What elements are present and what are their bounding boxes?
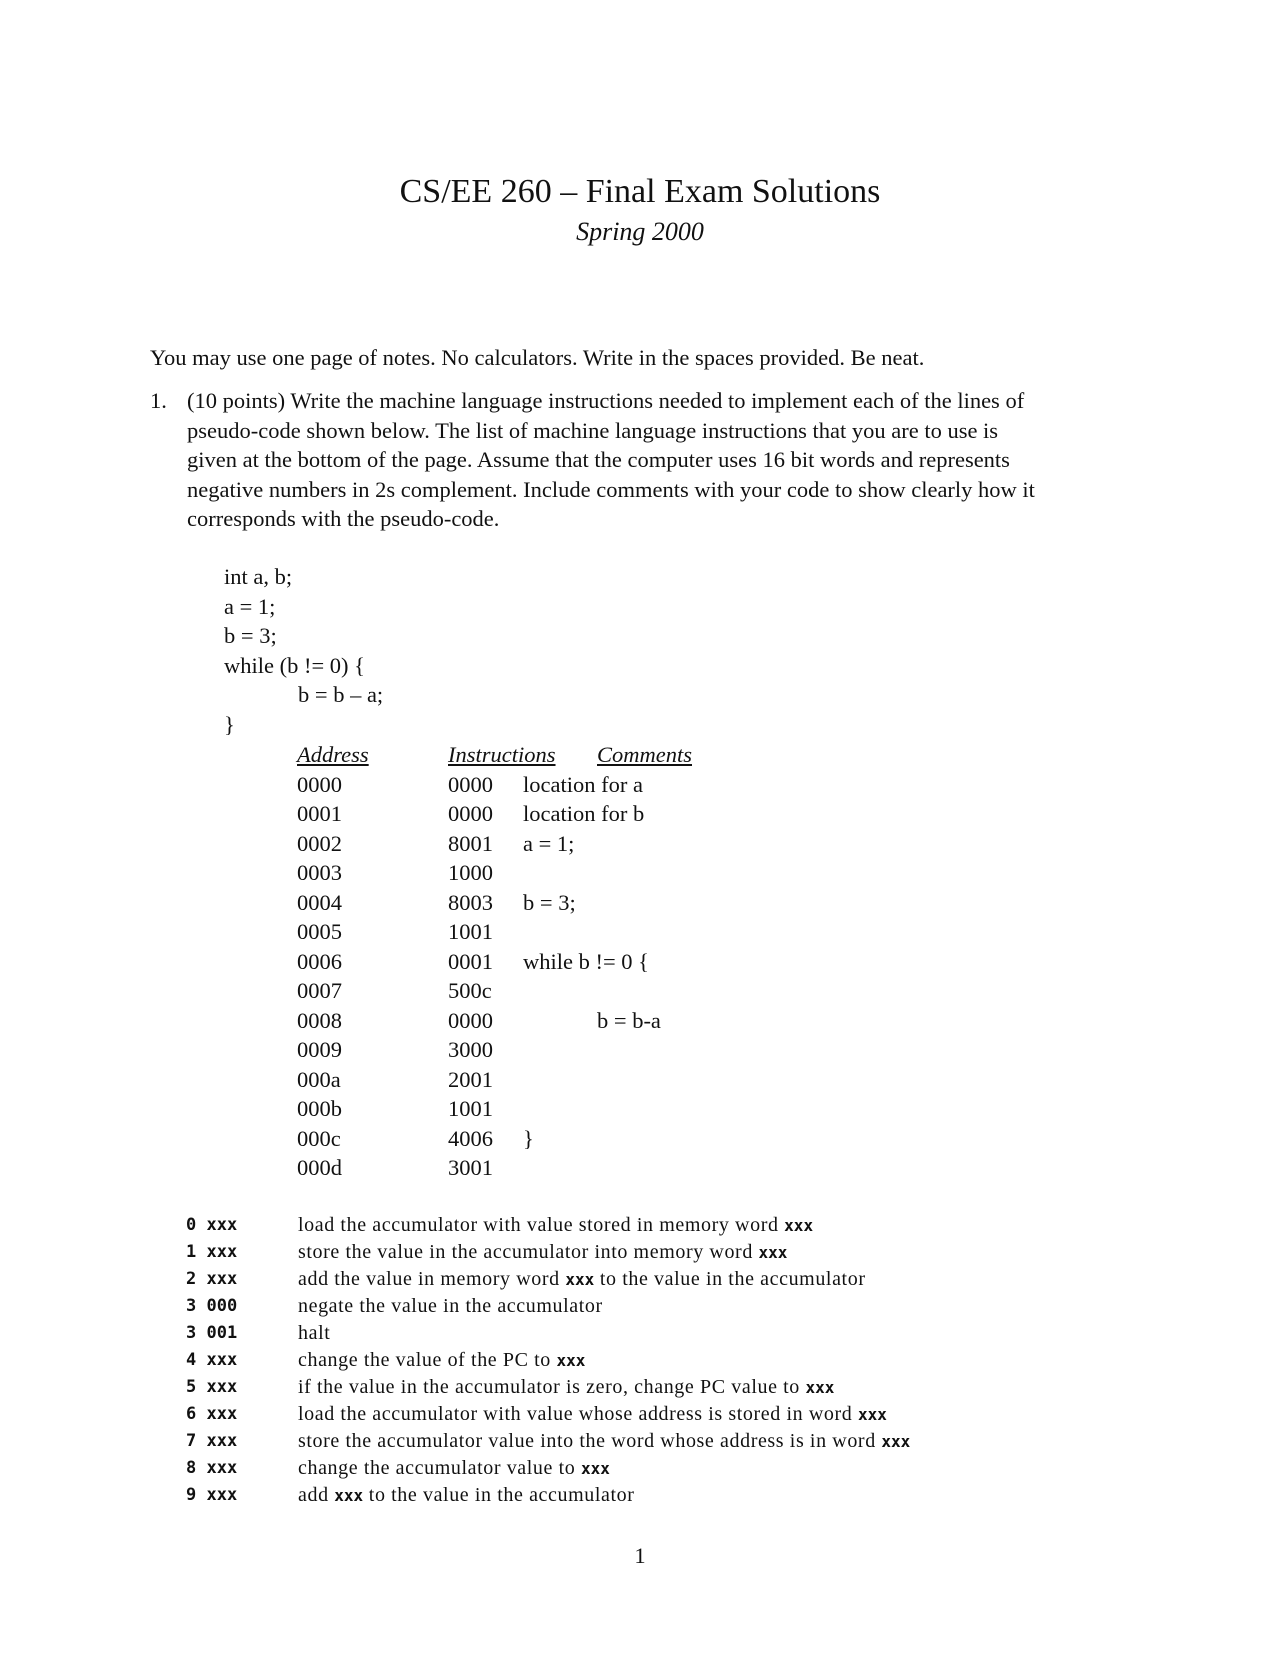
comments-header: Comments	[597, 742, 692, 767]
comment-cell: b = 3;	[523, 889, 576, 915]
instruction-cell: 0000	[448, 801, 493, 826]
opcode-description: store the value in the accumulator into memory word xxx	[298, 1241, 788, 1263]
opcode-description: store the accumulator value into the word whose address is in word xxx	[298, 1430, 911, 1452]
opcode-description: halt	[298, 1322, 331, 1344]
address-cell: 0005	[297, 919, 342, 944]
address-cell: 0008	[297, 1007, 342, 1033]
instruction-cell: 1001	[448, 1096, 493, 1121]
instruction-cell: 3000	[448, 1037, 493, 1062]
address-cell: 0007	[297, 978, 342, 1003]
page-number: 1	[634, 1543, 646, 1568]
instruction-cell: 4006	[448, 1125, 493, 1151]
opcode-description-column	[298, 1212, 910, 1509]
question-text	[187, 386, 1035, 534]
comments-header-row	[523, 740, 692, 770]
question-line: negative numbers in 2s complement. Include comments with your code to show clearly how it	[187, 476, 1035, 502]
address-cell: 0002	[297, 830, 342, 856]
opcode: 0 xxx	[186, 1215, 238, 1235]
page-title: CS/EE 260 – Final Exam Solutions	[399, 173, 881, 210]
question-number: 1.	[150, 388, 167, 413]
opcode: 9 xxx	[186, 1485, 238, 1505]
opcode: 3 001	[186, 1323, 238, 1343]
opcode: 3 000	[186, 1296, 238, 1316]
comment-cell	[523, 1153, 692, 1183]
comment-cell: b = b-a	[597, 1007, 661, 1033]
opcode: 1 xxx	[186, 1242, 238, 1262]
pseudocode-line: a = 1;	[224, 593, 276, 619]
address-cell: 000d	[297, 1155, 342, 1180]
opcode-description: change the accumulator value to xxx	[298, 1457, 610, 1479]
address-cell: 0006	[297, 948, 342, 974]
address-cell: 0003	[297, 860, 342, 885]
address-cell: 0001	[297, 801, 342, 826]
pseudocode-line: b = 3;	[224, 623, 277, 648]
opcode-description: load the accumulator with value stored in memory word xxx	[298, 1214, 814, 1236]
instruction-cell: 0001	[448, 948, 493, 974]
opcode-description: negate the value in the accumulator	[298, 1295, 603, 1317]
instruction-cell: 8001	[448, 830, 493, 856]
address-cell: 000a	[297, 1066, 341, 1092]
pseudocode-block	[224, 562, 383, 739]
instruction-cell: 8003	[448, 889, 493, 915]
comment-cell	[523, 976, 692, 1006]
opcode-description: load the accumulator with value whose address is stored in word xxx	[298, 1403, 887, 1425]
opcode: 8 xxx	[186, 1458, 238, 1478]
comment-cell: location for b	[523, 801, 645, 826]
page-subtitle: Spring 2000	[576, 217, 704, 246]
address-header: Address	[297, 742, 369, 767]
comment-cell: a = 1;	[523, 830, 575, 856]
opcode: 6 xxx	[186, 1404, 238, 1424]
pseudocode-line: b = b – a;	[298, 682, 384, 707]
instruction-cell: 1000	[448, 860, 493, 885]
comment-cell: while b != 0 {	[523, 948, 649, 974]
opcode-description: add xxx to the value in the accumulator	[298, 1484, 635, 1506]
opcode-description: add the value in memory word xxx to the value in the accumulator	[298, 1268, 866, 1290]
pseudocode-line: while (b != 0) {	[224, 652, 365, 678]
instruction-cell: 2001	[448, 1066, 493, 1092]
opcode-column	[186, 1212, 237, 1509]
address-cell: 000b	[297, 1096, 342, 1121]
question-line: corresponds with the pseudo-code.	[187, 506, 500, 531]
comment-column	[523, 740, 692, 1183]
pseudocode-line: int a, b;	[224, 564, 293, 589]
opcode: 4 xxx	[186, 1350, 238, 1370]
instructions-header: Instructions	[448, 742, 556, 767]
comment-cell	[523, 858, 692, 888]
instruction-cell: 0000	[448, 771, 493, 797]
instruction-cell: 0000	[448, 1007, 493, 1033]
question-line: given at the bottom of the page. Assume that the computer uses 16 bit words and represents	[187, 447, 1010, 472]
question-line: pseudo-code shown below. The list of machine language instructions that you are to use is	[187, 417, 999, 443]
pseudocode-line: }	[224, 711, 235, 737]
instruction-cell: 3001	[448, 1155, 493, 1180]
address-cell: 0009	[297, 1037, 342, 1062]
address-cell: 0000	[297, 771, 342, 797]
opcode: 5 xxx	[186, 1377, 238, 1397]
comment-cell	[523, 1035, 692, 1065]
address-column	[297, 740, 369, 1183]
instruction-cell: 500c	[448, 978, 492, 1003]
opcode: 7 xxx	[186, 1431, 238, 1451]
instruction-cell: 1001	[448, 919, 493, 944]
opcode: 2 xxx	[186, 1269, 238, 1289]
question-line: (10 points) Write the machine language instructions needed to implement each of the lines of	[187, 388, 1025, 413]
comment-cell	[523, 1065, 692, 1095]
opcode-description: if the value in the accumulator is zero, change PC value to xxx	[298, 1376, 835, 1398]
instructions-paragraph: You may use one page of notes. No calculators. Write in the spaces provided. Be neat.	[150, 345, 925, 370]
address-cell: 000c	[297, 1125, 341, 1151]
comment-cell	[523, 1094, 692, 1124]
comment-cell: }	[523, 1125, 534, 1151]
address-cell: 0004	[297, 889, 342, 915]
comment-cell: location for a	[523, 771, 643, 797]
comment-cell	[523, 917, 692, 947]
opcode-description: change the value of the PC to xxx	[298, 1349, 586, 1371]
